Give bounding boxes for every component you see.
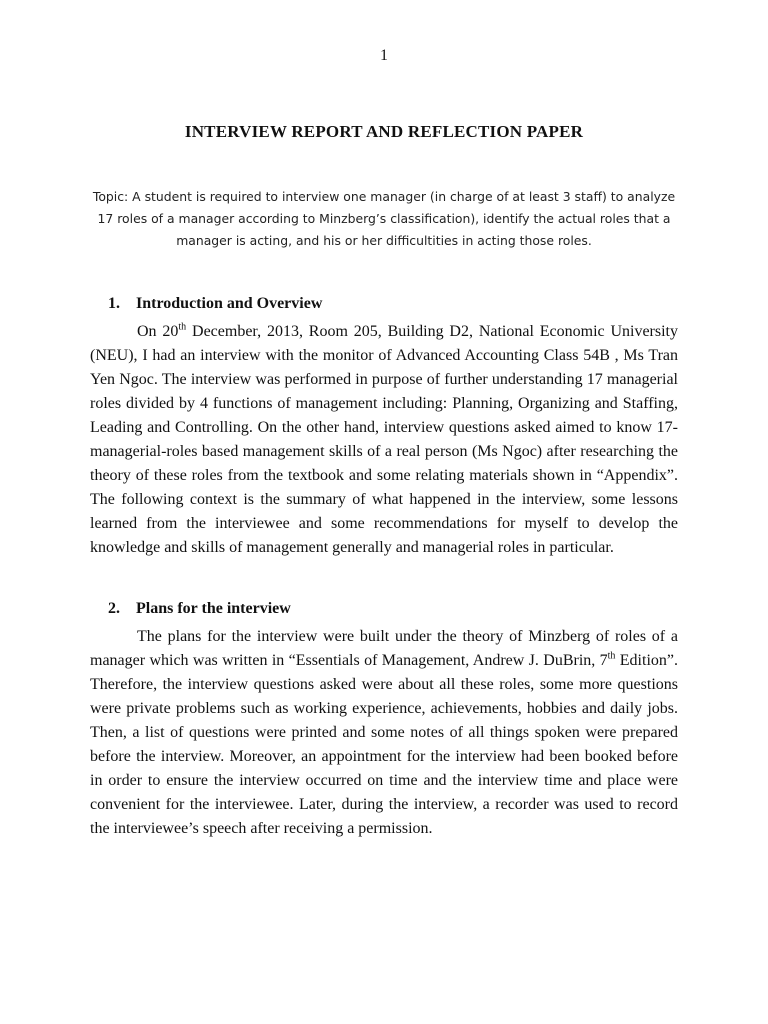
paragraph-text-rest: December, 2013, Room 205, Building D2, National Economic University (NEU), I had an interview with the monitor of Advanced Accounting Class 54B , Ms Tran Yen Ngoc. The interview was performed in purpose of further understanding 17 managerial roles divided by 4 functions of management including: Planning, Organizing and Staffing, Leading and Controlling. On the other hand, interview questions asked aimed to know 17-managerial-roles based management skills of a real person (Ms Ngoc) after researching the theory of these roles from the textbook and some relating materials shown in “Appendix”. The following context is the summary of what happened in the interview, some lessons learned from the interviewee and some recommendations for myself to develop the knowledge and skills of management generally and managerial roles in particular. [90, 323, 679, 556]
section-heading [90, 294, 678, 314]
page-number: 1 [380, 47, 388, 64]
section-plans [90, 599, 678, 841]
section-number: 2. [108, 600, 120, 617]
ordinal-superscript: th [178, 321, 187, 333]
section-number: 1. [108, 295, 120, 312]
section-heading [90, 599, 678, 619]
section-introduction [90, 294, 678, 560]
paragraph-text-start: The plans for the interview were built under the theory of Minzberg of roles of a manager which was written in “Essentials of Management, Andrew J. DuBrin, 7 [90, 628, 678, 669]
section-title: Introduction and Overview [136, 295, 323, 312]
paragraph-text-rest: Edition”. Therefore, the interview questions asked were about all these roles, some more questions were private problems such as working experience, achievements, hobbies and daily jobs. Then, a list of questions were printed and some notes of all things spoken were prepared before the interview. Moreover, an appointment for the interview had been booked before in order to ensure the interview occurred on time and the interview time and place were convenient for the interviewee. Later, during the interview, a recorder was used to record the interviewee’s speech after receiving a permission. [90, 652, 678, 837]
section-paragraph [90, 625, 678, 841]
section-title: Plans for the interview [136, 600, 291, 617]
ordinal-superscript: th [607, 650, 616, 662]
section-paragraph [90, 320, 678, 560]
paragraph-text-start: On 20 [137, 323, 179, 340]
document-title: INTERVIEW REPORT AND REFLECTION PAPER [184, 122, 584, 141]
topic-statement: Topic: A student is required to interview one manager (in charge of at least 3 staff) to analyze 17 roles of a manager according to Minzberg’s classification), identify the actual roles that a manager is acting, and his or her difficultities in acting those roles. [92, 189, 676, 248]
